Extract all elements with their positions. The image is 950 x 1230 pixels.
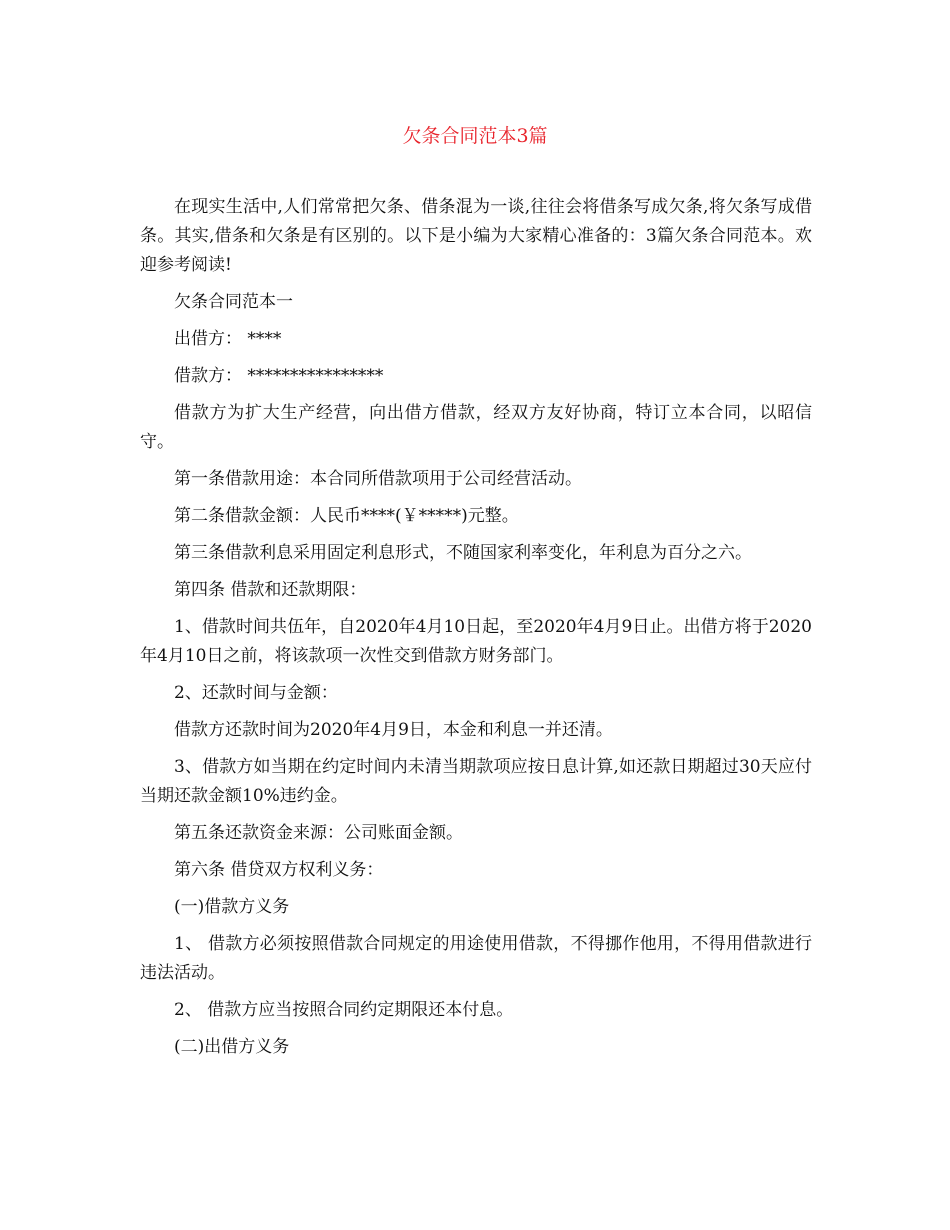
lender-line: 出借方： **** — [174, 329, 282, 349]
document-body — [140, 193, 812, 1070]
article-3: 第三条借款利息采用固定利息形式，不随国家利率变化，年利息为百分之六。 — [174, 543, 752, 563]
article-4-clause-2: 2、还款时间与金额： — [174, 683, 338, 703]
article-1: 第一条借款用途：本合同所借款项用于公司经营活动。 — [174, 469, 582, 489]
article-4-clause-2-detail: 借款方还款时间为2020年4月9日，本金和利息一并还清。 — [174, 720, 613, 740]
article-6: 第六条 借贷双方权利义务： — [174, 860, 384, 880]
borrower-obligations-heading: (一)借款方义务 — [174, 897, 290, 917]
lender-obligations-heading: (二)出借方义务 — [174, 1037, 290, 1057]
borrower-obligation-1: 1、 借款方必须按照借款合同规定的用途使用借款，不得挪作他用，不得用借款进行违法活动。 — [140, 934, 812, 983]
borrower-obligation-2: 2、 借款方应当按照合同约定期限还本付息。 — [174, 1000, 514, 1020]
intro-paragraph: 在现实生活中,人们常常把欠条、借条混为一谈,往往会将借条写成欠条,将欠条写成借条。其实,借条和欠条是有区别的。以下是小编为大家精心准备的：3篇欠条合同范本。欢迎参考阅读! — [140, 197, 812, 275]
article-4-clause-3: 3、借款方如当期在约定时间内未清当期款项应按日息计算,如还款日期超过30天应付当期还款金额10%违约金。 — [140, 757, 812, 806]
article-2: 第二条借款金额：人民币****(￥*****)元整。 — [174, 506, 519, 526]
article-4: 第四条 借款和还款期限： — [174, 580, 367, 600]
preamble-paragraph: 借款方为扩大生产经营，向出借方借款，经双方友好协商，特订立本合同，以昭信守。 — [140, 403, 812, 452]
article-4-clause-1: 1、借款时间共伍年，自2020年4月10日起，至2020年4月9日止。出借方将于2020年4月10日之前，将该款项一次性交到借款方财务部门。 — [140, 617, 812, 666]
section-heading-sample-one: 欠条合同范本一 — [174, 292, 293, 312]
document-title: 欠条合同范本3篇 — [402, 125, 548, 147]
article-5: 第五条还款资金来源：公司账面金额。 — [174, 823, 463, 843]
borrower-line: 借款方： **************** — [174, 366, 384, 386]
